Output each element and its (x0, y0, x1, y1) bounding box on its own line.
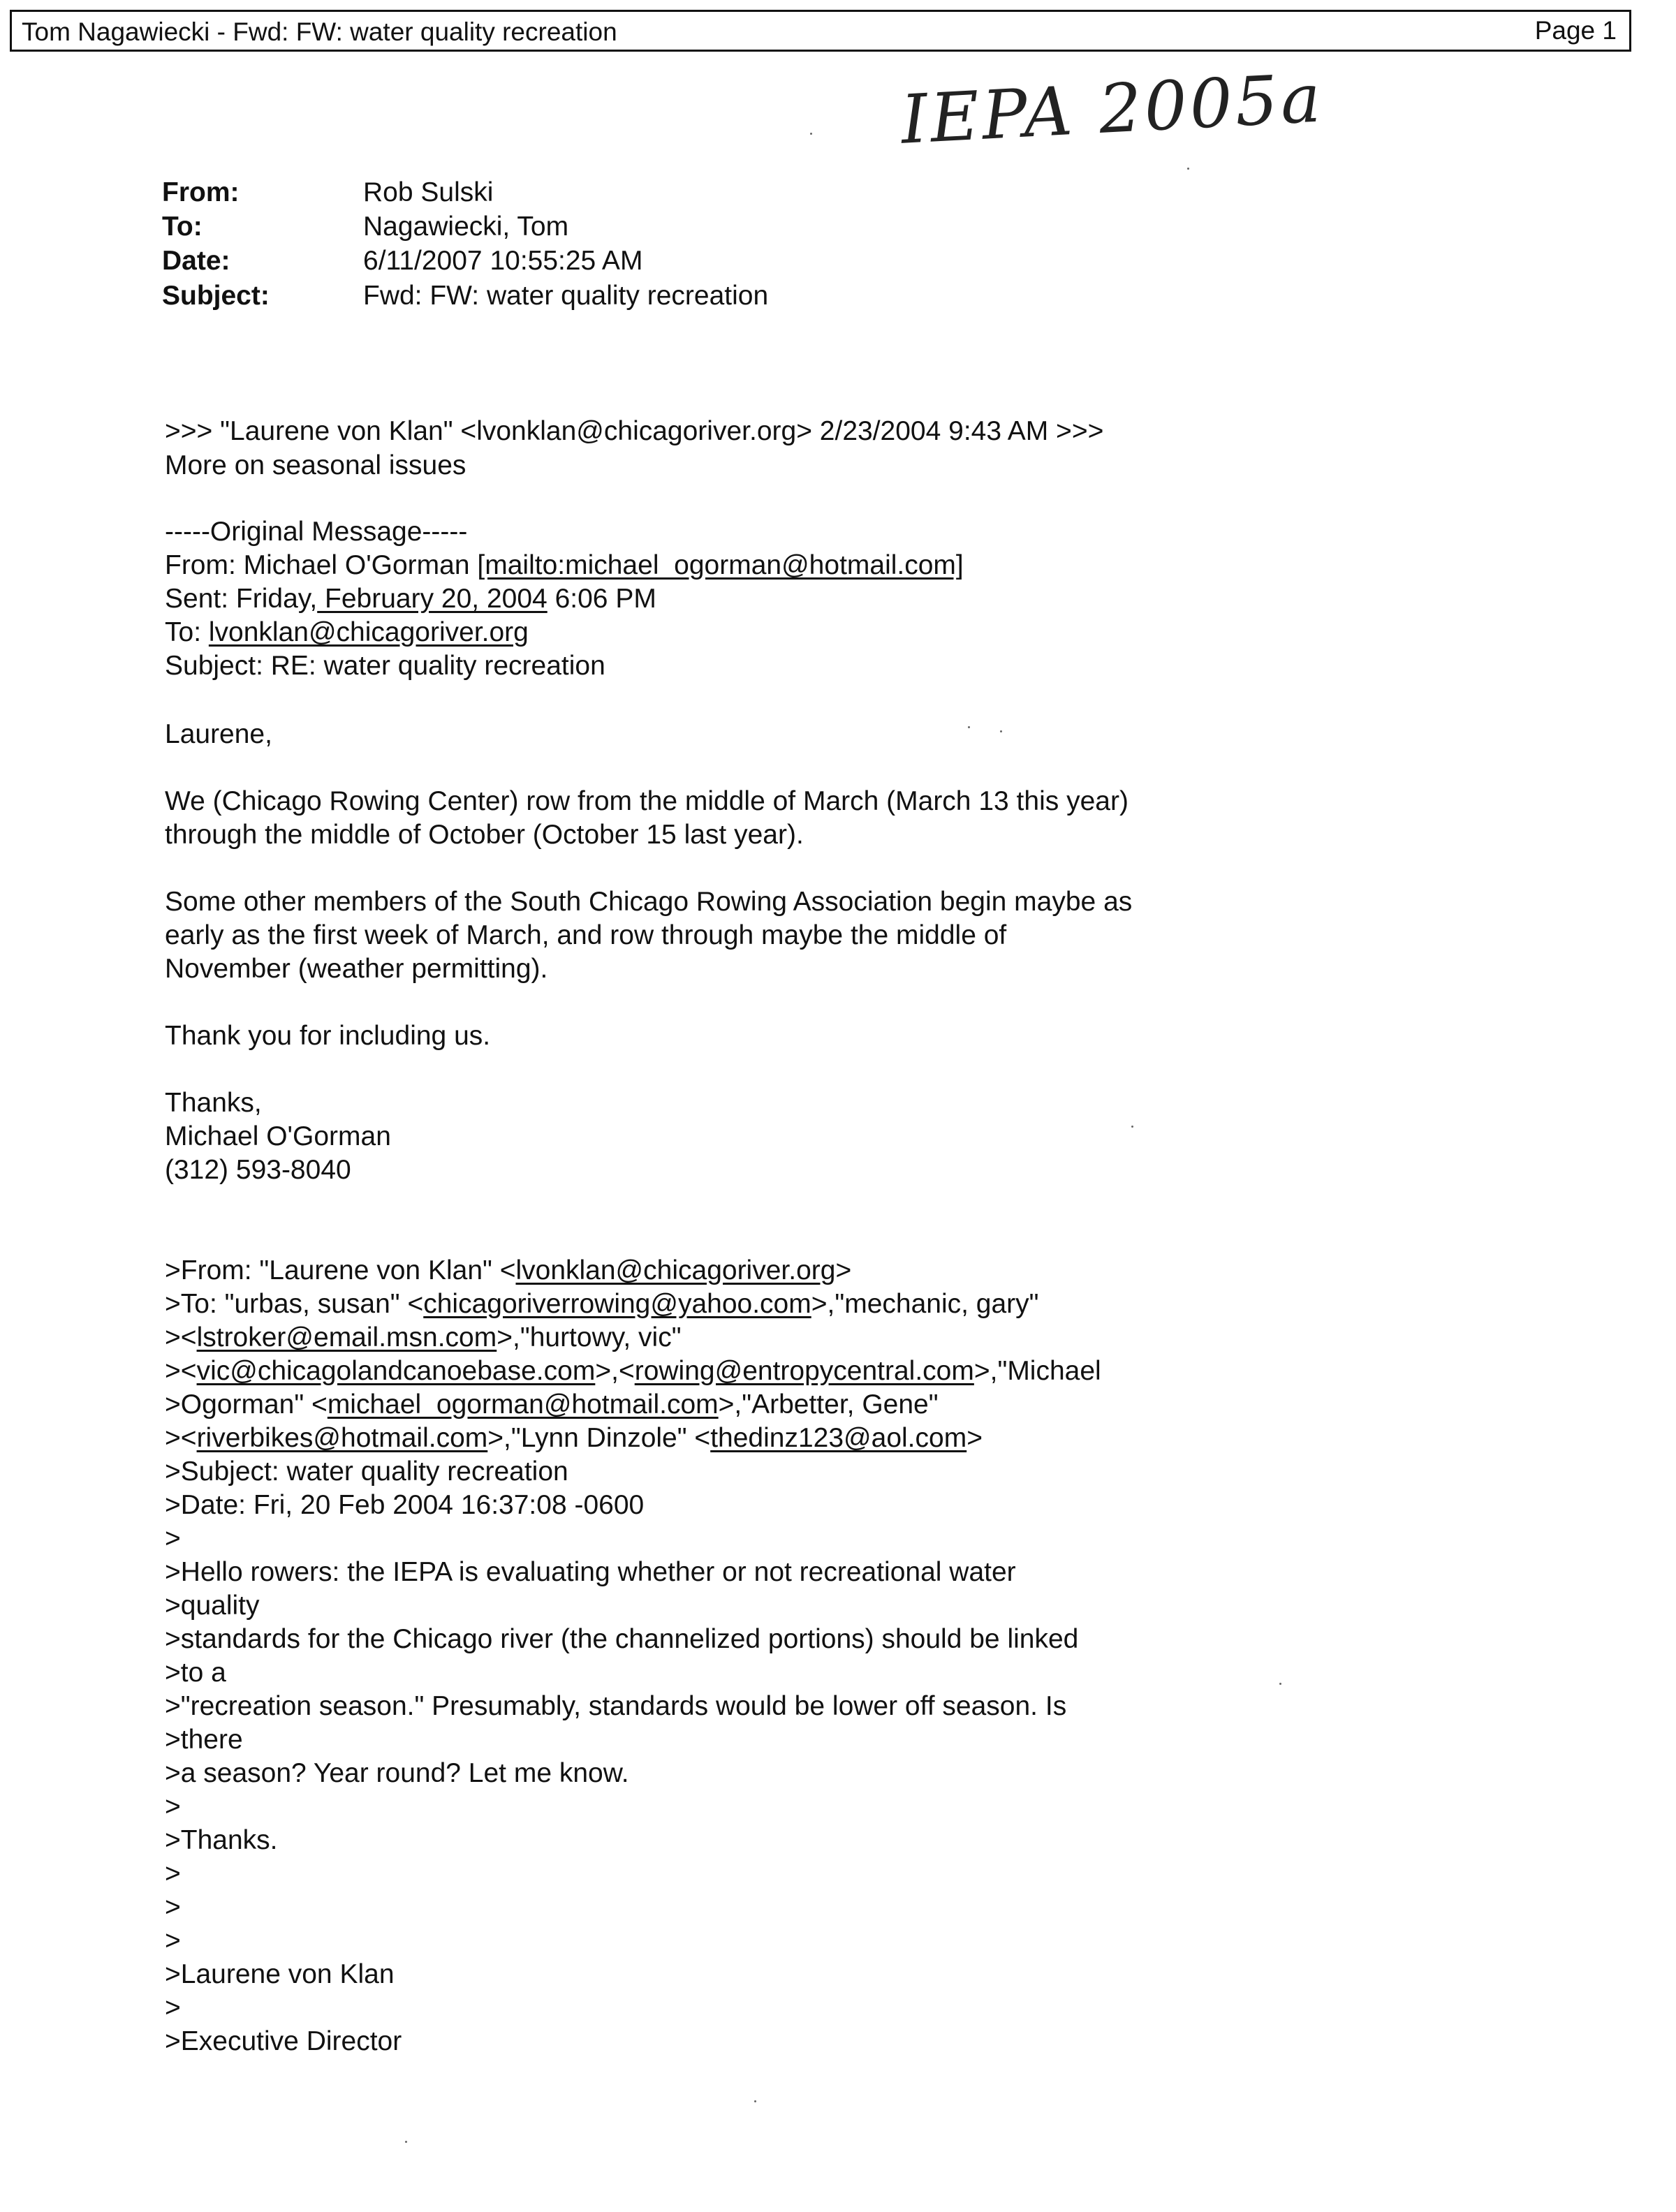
scan-speck (1187, 168, 1189, 170)
handwritten-annotation: IEPA 2005a (899, 59, 1325, 159)
page-number: Page 1 (1534, 16, 1617, 45)
quoted-subject: >Subject: water quality recreation (165, 1457, 568, 1487)
quoted-thanks: >Thanks. (165, 1825, 278, 1855)
quoted-to-line-5: ><riverbikes@hotmail.com>,"Lynn Dinzole" <thedinz123@aol.com> (165, 1423, 983, 1453)
email-link[interactable]: thedinz123@aol.com (710, 1423, 967, 1453)
quoted-body-line: >a season? Year round? Let me know. (165, 1758, 629, 1788)
scan-speck (1000, 730, 1002, 732)
window-title-bar (10, 10, 1631, 52)
quoted-blank: > (165, 1524, 181, 1554)
quoted-signature-name: >Laurene von Klan (165, 1959, 395, 1989)
reply-paragraph-2-line-1: Some other members of the South Chicago Rowing Association begin maybe as (165, 887, 1133, 917)
sent-date-link[interactable]: February 20, 2004 (317, 584, 547, 614)
reply-signature-name: Michael O'Gorman (165, 1121, 391, 1151)
quoted-from: >From: "Laurene von Klan" <lvonklan@chicagoriver.org> (165, 1255, 852, 1285)
reply-paragraph-2-line-2: early as the first week of March, and row through maybe the middle of (165, 920, 1007, 950)
window-title: Tom Nagawiecki - Fwd: FW: water quality recreation (22, 17, 617, 46)
quoted-to-line-2: ><lstroker@email.msn.com>,"hurtowy, vic" (165, 1322, 682, 1352)
email-link[interactable]: rowing@entropycentral.com (634, 1356, 974, 1386)
scan-speck (968, 726, 970, 728)
quoted-to-line-4: >Ogorman" <michael_ogorman@hotmail.com>,"Arbetter, Gene" (165, 1389, 939, 1420)
scan-speck (754, 2100, 756, 2102)
from-label: From: (162, 177, 240, 207)
original-from: From: Michael O'Gorman [mailto:michael_ogorman@hotmail.com] (165, 550, 964, 580)
email-link[interactable]: vic@chicagolandcanoebase.com (196, 1356, 596, 1386)
scan-speck (810, 133, 812, 135)
quoted-body-line: >standards for the Chicago river (the channelized portions) should be linked (165, 1624, 1079, 1654)
email-link[interactable]: chicagoriverrowing@yahoo.com (423, 1289, 811, 1319)
reply-paragraph-2-line-3: November (weather permitting). (165, 954, 548, 984)
email-link[interactable]: riverbikes@hotmail.com (196, 1423, 488, 1453)
quoted-body-line: >"recreation season." Presumably, standards would be lower off season. Is (165, 1691, 1067, 1721)
quoted-to-line-1: >To: "urbas, susan" <chicagoriverrowing@yahoo.com>,"mechanic, gary" (165, 1289, 1039, 1319)
quoted-date: >Date: Fri, 20 Feb 2004 16:37:08 -0600 (165, 1490, 645, 1520)
email-link[interactable]: michael_ogorman@hotmail.com (327, 1389, 719, 1420)
quoted-body-line: >Hello rowers: the IEPA is evaluating whether or not recreational water (165, 1557, 1016, 1587)
forward-note: More on seasonal issues (165, 450, 466, 480)
to-value: Nagawiecki, Tom (363, 212, 569, 242)
original-sent: Sent: Friday, February 20, 2004 6:06 PM (165, 584, 656, 614)
mailto-link[interactable]: [mailto:michael_ogorman@hotmail.com] (477, 550, 964, 580)
forward-line: >>> "Laurene von Klan" <lvonklan@chicagoriver.org> 2/23/2004 9:43 AM >>> (165, 416, 1104, 446)
quoted-body-line: >to a (165, 1658, 226, 1688)
scan-speck (1279, 1683, 1281, 1685)
forward-email[interactable]: lvonklan@chicagoriver.org (476, 416, 797, 446)
quoted-blank: > (165, 1859, 181, 1889)
quoted-blank: > (165, 1792, 181, 1822)
to-email-link[interactable]: lvonklan@chicagoriver.org (208, 617, 529, 647)
scan-speck (405, 2141, 407, 2143)
quoted-blank: > (165, 1926, 181, 1956)
reply-signature-phone: (312) 593-8040 (165, 1155, 351, 1185)
quoted-signature-title: >Executive Director (165, 2026, 402, 2056)
date-value: 6/11/2007 10:55:25 AM (363, 246, 643, 276)
quoted-from-email[interactable]: lvonklan@chicagoriver.org (515, 1255, 836, 1285)
reply-greeting: Laurene, (165, 719, 272, 749)
original-to: To: lvonklan@chicagoriver.org (165, 617, 529, 647)
quoted-body-line: >there (165, 1725, 243, 1755)
scan-speck (1131, 1126, 1133, 1128)
subject-value: Fwd: FW: water quality recreation (363, 281, 769, 311)
reply-paragraph-1-line-1: We (Chicago Rowing Center) row from the middle of March (March 13 this year) (165, 786, 1129, 816)
email-link[interactable]: lstroker@email.msn.com (196, 1322, 497, 1352)
from-value: Rob Sulski (363, 177, 494, 207)
date-label: Date: (162, 246, 230, 276)
quoted-body-line: >quality (165, 1591, 260, 1621)
subject-label: Subject: (162, 281, 270, 311)
original-subject: Subject: RE: water quality recreation (165, 651, 605, 681)
reply-paragraph-1-line-2: through the middle of October (October 15 last year). (165, 820, 804, 850)
reply-paragraph-3: Thank you for including us. (165, 1021, 491, 1051)
to-label: To: (162, 212, 203, 242)
reply-closing: Thanks, (165, 1088, 262, 1118)
quoted-to-line-3: ><vic@chicagolandcanoebase.com>,<rowing@entropycentral.com>,"Michael (165, 1356, 1101, 1386)
original-message-marker: -----Original Message----- (165, 517, 468, 547)
quoted-blank: > (165, 1993, 181, 2023)
quoted-blank: > (165, 1892, 181, 1922)
